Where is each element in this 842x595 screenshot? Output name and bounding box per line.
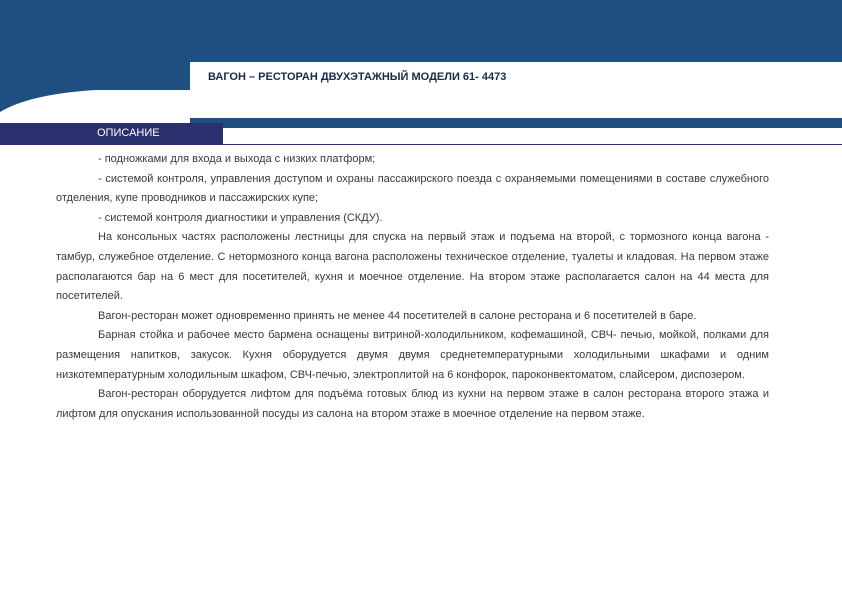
site-logo[interactable]: www.tvz.ru bbox=[100, 90, 181, 107]
page-title: ВАГОН – РЕСТОРАН ДВУХЭТАЖНЫЙ МОДЕЛИ 61- 4473 bbox=[208, 71, 507, 83]
paragraph: Барная стойка и рабочее место бармена оснащены витриной-холодильником, кофемашиной, СВЧ- печью, мойкой, полками для размещения напитков, закусок. Кухня оборудуется двумя двумя среднетемпературными холодильными шкафами и одним низкотемпературным холодильным шкафом, СВЧ-печью, электроплитой на 6 конфорок, пароконвектоматом, слайсером, диспозером. bbox=[56, 329, 769, 381]
section-label: ОПИСАНИЕ bbox=[97, 127, 160, 139]
paragraph: Вагон-ресторан оборудуется лифтом для подъёма готовых блюд из кухни на первом этаже в салон ресторана второго этажа и лифтом для опускания использованной посуды из салона на втором этаже в моечное отделение на первом этаже. bbox=[56, 388, 769, 420]
paragraph: - системой контроля, управления доступом и охраны пассажирского поезда с охраняемыми помещениями в составе служебного отделения, купе проводников и пассажирских купе; bbox=[56, 172, 769, 205]
section-divider bbox=[223, 144, 842, 145]
paragraph: На консольных частях расположены лестницы для спуска на первый этаж и подъема на второй, с тормозного конца вагона - тамбур, служебное отделение. С нетормозного конца вагона расположены техническое отделение, туалеты и кладовая. На первом этаже располагаются бар на 6 мест для посетителей, кухня и моечное отделение. На втором этаже располагается салон на 44 места для посетителей. bbox=[56, 231, 769, 303]
description-body bbox=[56, 150, 769, 424]
paragraph: - подножками для входа и выхода с низких платформ; bbox=[98, 153, 376, 165]
paragraph: Вагон-ресторан может одновременно принять не менее 44 посетителей в салоне ресторана и 6 посетителей в баре. bbox=[98, 309, 697, 322]
paragraph: - системой контроля диагностики и управления (СКДУ). bbox=[98, 211, 383, 224]
